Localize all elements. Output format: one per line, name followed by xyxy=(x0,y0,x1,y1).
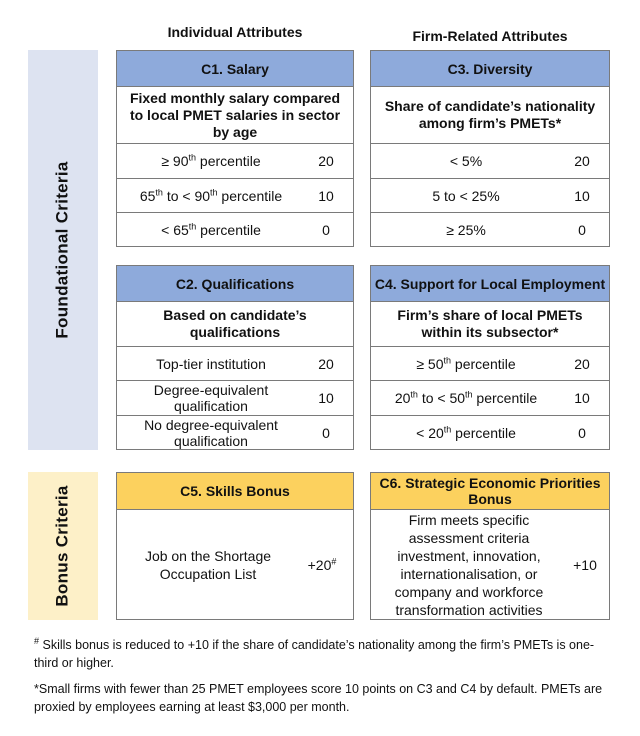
c1-row-label: 65th to < 90th percentile xyxy=(139,186,283,204)
c5-points: +20# xyxy=(307,555,337,573)
c4-local-employment-card xyxy=(370,265,610,450)
footnote-skills-bonus: # Skills bonus is reduced to +10 if the share of candidate’s nationality among the firm’s PMETs is one-third or higher. xyxy=(34,635,595,670)
c2-row xyxy=(117,381,353,416)
individual-attributes-header: Individual Attributes xyxy=(167,24,303,40)
c6-strategic-bonus-card xyxy=(370,472,610,620)
c4-row-label: < 20th percentile xyxy=(416,423,516,441)
c1-row-points: 10 xyxy=(318,187,334,204)
c5-label: Job on the Shortage Occupation List xyxy=(144,547,272,582)
c4-row xyxy=(371,416,609,449)
c4-row-label: ≥ 50th percentile xyxy=(416,354,516,372)
c1-row-label: < 65th percentile xyxy=(161,220,261,238)
c2-qualifications-card xyxy=(116,265,354,450)
c2-row-points: 10 xyxy=(318,390,334,406)
c3-description: Share of candidate’s nationality among firm’s PMETs* xyxy=(371,87,609,144)
c5-body xyxy=(117,510,353,619)
foundational-criteria-label: Foundational Criteria xyxy=(53,161,73,339)
footnote-small-firms: *Small firms with fewer than 25 PMET employees score 10 points on C3 and C4 by default. PMETs are proxied by employees earning at least $3,000 per month. xyxy=(34,682,603,714)
c2-row-points: 20 xyxy=(318,355,334,372)
firm-attributes-header: Firm-Related Attributes xyxy=(412,28,568,44)
c3-row xyxy=(371,179,609,213)
bonus-criteria-band xyxy=(28,472,98,620)
c1-row-points: 20 xyxy=(318,153,334,169)
c1-row xyxy=(117,213,353,246)
c2-row-points: 0 xyxy=(322,424,330,441)
c2-row xyxy=(117,347,353,381)
c5-title: C5. Skills Bonus xyxy=(117,473,353,510)
c1-description: Fixed monthly salary compared to local PMET salaries in sector by age xyxy=(117,87,353,144)
c6-points: +10 xyxy=(573,556,597,573)
c1-row xyxy=(117,179,353,213)
c1-row-points: 0 xyxy=(322,221,330,238)
bonus-criteria-label: Bonus Criteria xyxy=(53,485,72,607)
c2-description: Based on candidate’s qualifications xyxy=(117,302,353,347)
c2-row-label: Top-tier institution xyxy=(156,355,266,372)
c6-title: C6. Strategic Economic Priorities Bonus xyxy=(371,473,609,510)
c3-row xyxy=(371,144,609,179)
c3-row-label: ≥ 25% xyxy=(446,221,486,238)
c4-row xyxy=(371,381,609,416)
c3-title: C3. Diversity xyxy=(371,51,609,87)
c1-row xyxy=(117,144,353,179)
c3-row-points: 0 xyxy=(578,221,586,238)
c6-body xyxy=(371,510,609,619)
c3-row-points: 10 xyxy=(574,187,590,204)
c1-title: C1. Salary xyxy=(117,51,353,87)
c1-salary-card xyxy=(116,50,354,247)
foundational-criteria-band xyxy=(28,50,98,450)
c3-row-label: < 5% xyxy=(449,153,483,169)
c2-title: C2. Qualifications xyxy=(117,266,353,302)
c2-row-label: No degree-equivalent qualification xyxy=(144,416,278,449)
c3-row xyxy=(371,213,609,246)
c4-description: Firm’s share of local PMETs within its subsector* xyxy=(371,302,609,347)
c2-row-label: Degree-equivalent qualification xyxy=(153,382,269,414)
c3-row-label: 5 to < 25% xyxy=(432,187,500,204)
c4-row-points: 0 xyxy=(578,424,586,441)
c4-row xyxy=(371,347,609,381)
c4-row-label: 20th to < 50th percentile xyxy=(394,389,538,406)
c4-title: C4. Support for Local Employment xyxy=(371,266,609,302)
c4-row-points: 20 xyxy=(574,355,590,372)
c6-label: Firm meets specific assessment criteria investment, innovation, internationalisation, or company and workforce transformation activities xyxy=(394,511,544,618)
c4-row-points: 10 xyxy=(574,390,590,406)
c5-skills-bonus-card xyxy=(116,472,354,620)
c3-diversity-card xyxy=(370,50,610,247)
c1-row-label: ≥ 90th percentile xyxy=(161,152,261,169)
c3-row-points: 20 xyxy=(574,153,590,169)
c2-row xyxy=(117,416,353,449)
